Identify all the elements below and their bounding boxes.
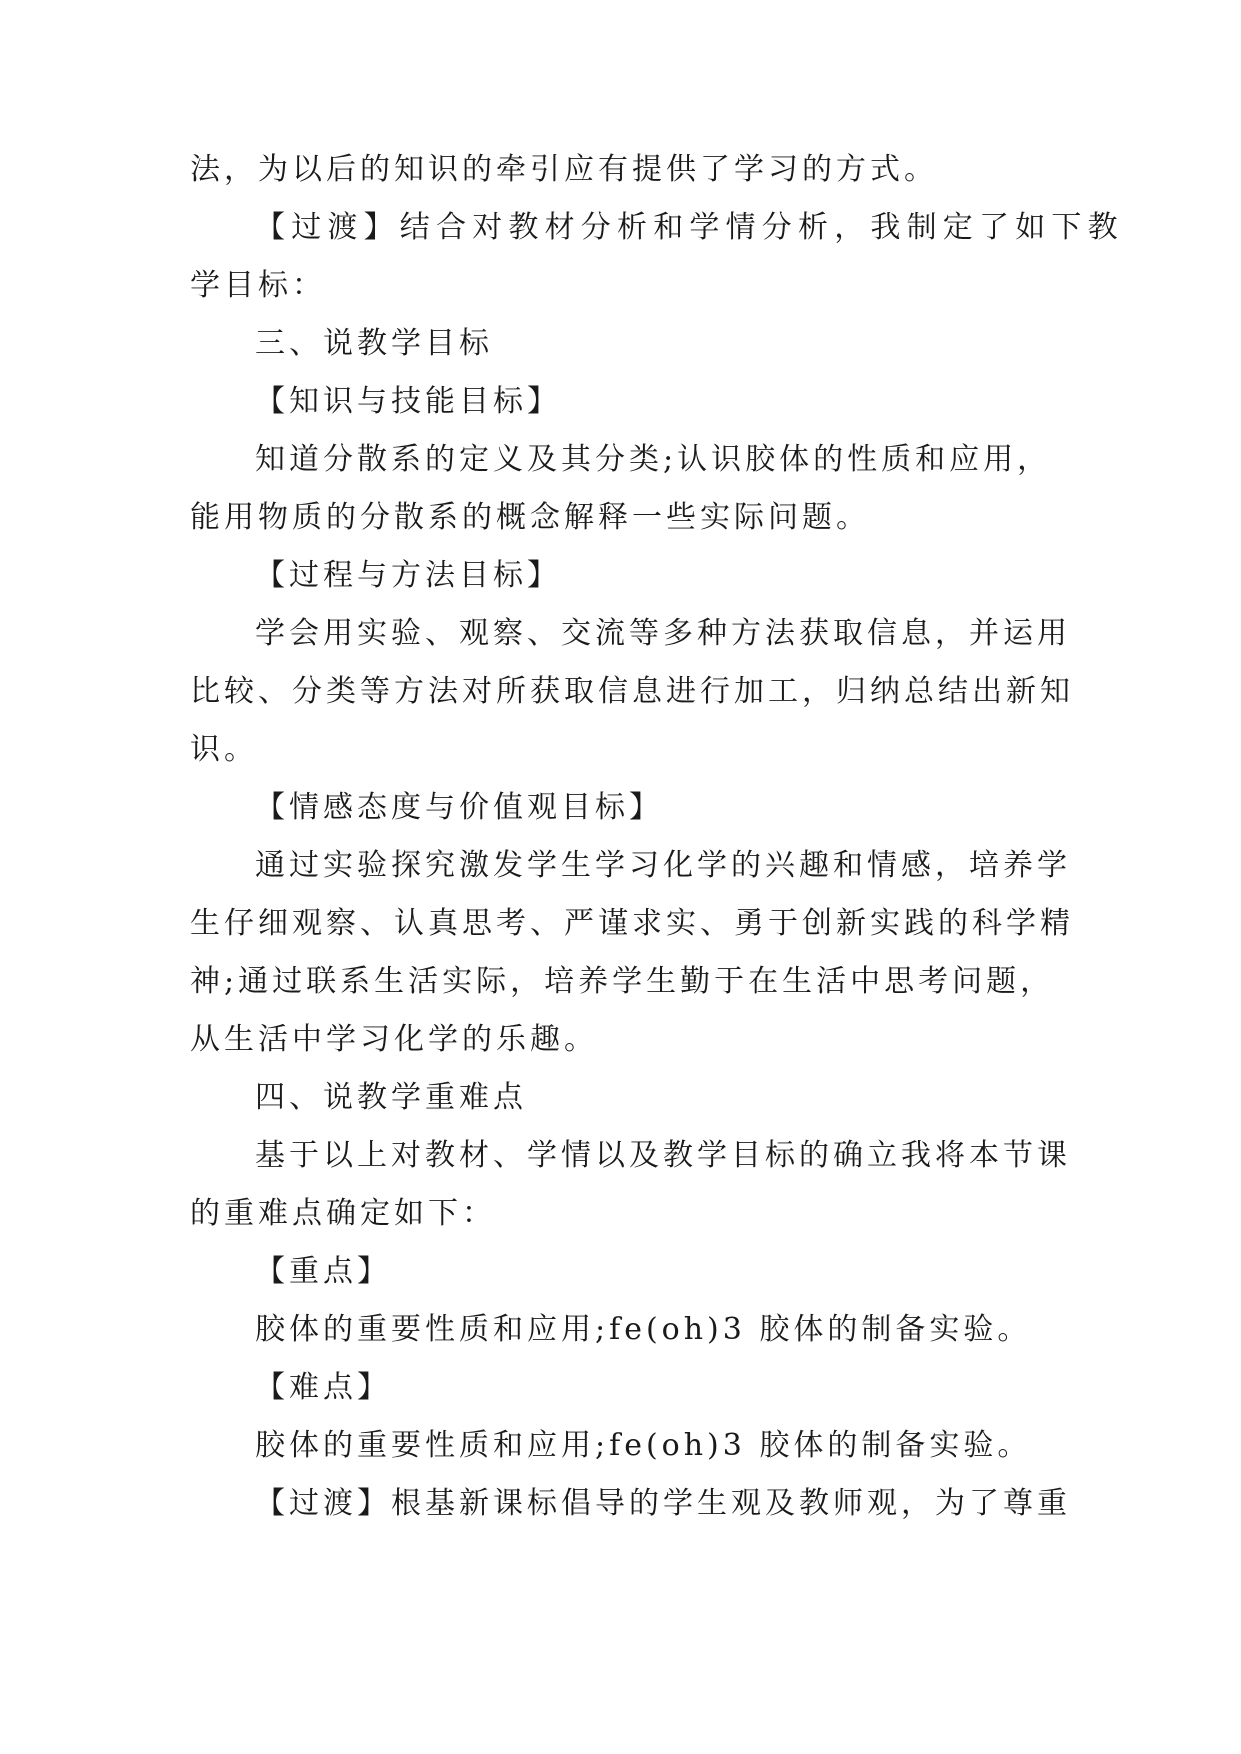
text-line: 学会用实验、观察、交流等多种方法获取信息，并运用 [255, 616, 1071, 651]
text-line: 神;通过联系生活实际，培养学生勤于在生活中思考问题， [190, 964, 1055, 999]
subsection-heading: 【过程与方法目标】 [255, 558, 561, 593]
section-heading: 四、说教学重难点 [255, 1080, 527, 1115]
text-line: 生仔细观察、认真思考、严谨求实、勇于创新实践的科学精 [190, 906, 1074, 941]
subsection-heading: 【重点】 [255, 1254, 391, 1289]
text-line: 【过渡】根基新课标倡导的学生观及教师观，为了尊重 [255, 1486, 1071, 1521]
text-line: 从生活中学习化学的乐趣。 [190, 1022, 598, 1057]
text-line: 的重难点确定如下： [190, 1196, 496, 1231]
text-line: 能用物质的分散系的概念解释一些实际问题。 [190, 500, 870, 535]
text-line: 【过渡】结合对教材分析和学情分析，我制定了如下教 [255, 210, 1124, 245]
text-line: 基于以上对教材、学情以及教学目标的确立我将本节课 [255, 1138, 1071, 1173]
text-line: 比较、分类等方法对所获取信息进行加工，归纳总结出新知 [190, 674, 1074, 709]
text-line: 学目标： [190, 268, 326, 303]
subsection-heading: 【难点】 [255, 1370, 391, 1405]
text-line: 法，为以后的知识的牵引应有提供了学习的方式。 [190, 152, 938, 187]
text-line: 胶体的重要性质和应用;fe(oh)3 胶体的制备实验。 [255, 1428, 1032, 1463]
section-heading: 三、说教学目标 [255, 326, 493, 361]
text-line: 胶体的重要性质和应用;fe(oh)3 胶体的制备实验。 [255, 1312, 1032, 1347]
subsection-heading: 【知识与技能目标】 [255, 384, 561, 419]
text-line: 知道分散系的定义及其分类;认识胶体的性质和应用， [255, 442, 1052, 477]
text-line: 识。 [190, 732, 258, 767]
subsection-heading: 【情感态度与价值观目标】 [255, 790, 663, 825]
text-line: 通过实验探究激发学生学习化学的兴趣和情感，培养学 [255, 848, 1071, 883]
